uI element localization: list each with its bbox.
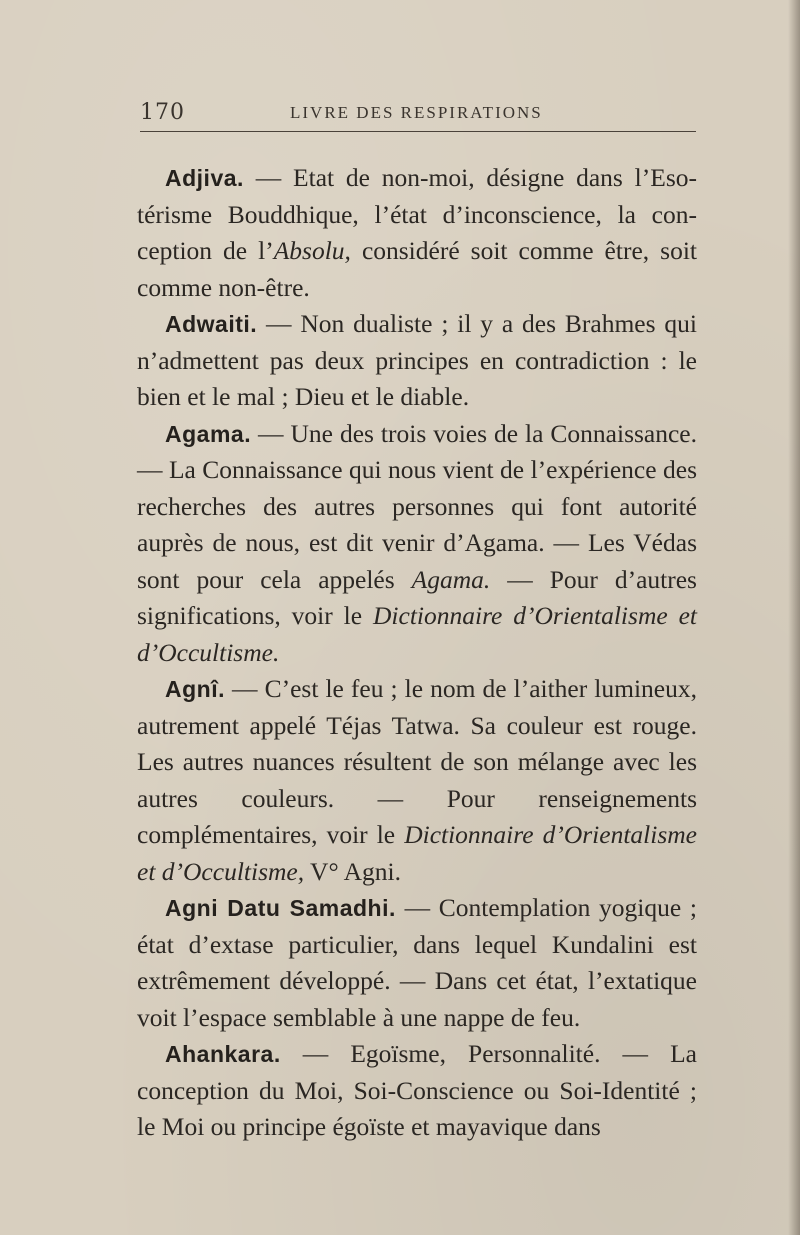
entry-term: Ahankara. bbox=[165, 1041, 281, 1067]
entry-italic: Absolu, bbox=[273, 236, 351, 265]
header-rule bbox=[140, 131, 696, 132]
entry-text: — C’est le feu ; le nom de l’aither lumineux, autrement appelé Téjas Tatwa. Sa couleur est rouge. Les autres nuances résultent de son mélange avec les autres couleurs. — Pour renseignements complémentaires, voir le bbox=[137, 674, 697, 849]
running-head bbox=[140, 100, 696, 132]
entry-text: — Etat de non-moi, désigne dans l’Esotérisme Bouddhique, l’état d’inconscience, la conception de l’ bbox=[137, 163, 697, 265]
entry-ahankara bbox=[137, 1036, 697, 1146]
entry-term: Adwaiti. bbox=[165, 311, 258, 337]
entry-agni bbox=[137, 671, 697, 890]
page-number: 170 bbox=[140, 100, 185, 125]
entry-agni-datu-samadhi bbox=[137, 890, 697, 1036]
entry-term: Agama. bbox=[165, 420, 252, 447]
entry-adwaiti bbox=[137, 306, 697, 416]
entry-agama bbox=[137, 416, 697, 672]
running-title: LIVRE DES RESPIRATIONS bbox=[290, 103, 543, 122]
entry-text: — Egoïsme, Personnalité. — La conception du Moi, Soi-Conscience ou Soi-Identité ; le Moi ou principe égoïste et mayavique dans bbox=[137, 1039, 697, 1141]
entry-text: V° Agni. bbox=[304, 856, 401, 886]
entry-italic: Dictionnaire d’Orientalisme et d’Occultisme. bbox=[137, 601, 697, 667]
entry-term: Agnî. bbox=[165, 676, 225, 702]
glossary-body bbox=[137, 160, 697, 1146]
entry-adjiva bbox=[137, 160, 697, 306]
entry-text: — Non dualiste ; il y a des Brahmes qui n’admettent pas deux principes en contradiction : le bien et le mal ; Dieu et le diable. bbox=[137, 309, 697, 411]
entry-italic: Agama. bbox=[411, 564, 491, 594]
entry-text: — Une des trois voies de la Connaissance. — La Connaissance qui nous vient de l’expérience des recherches des autres personnes qui font autorité auprès de nous, est dit venir d’Agama. — Les Védas sont pour cela appelés bbox=[137, 418, 697, 594]
entry-text: considéré soit comme être, soit comme non-être. bbox=[137, 236, 697, 302]
entry-text: — Pour d’autres significations, voir le bbox=[137, 564, 697, 630]
entry-italic: Dictionnaire d’Orientalisme et d’Occultisme, bbox=[137, 820, 697, 886]
entry-term: Agni Datu Samadhi. bbox=[165, 895, 396, 921]
page-edge-shadow bbox=[788, 0, 800, 1235]
entry-term: Adjiva. bbox=[165, 165, 244, 191]
entry-text: — Contemplation yogique ; état d’extase particulier, dans lequel Kundalini est extrêmement développé. — Dans cet état, l’extatique voit l’espace semblable à une nappe de feu. bbox=[137, 893, 697, 1032]
